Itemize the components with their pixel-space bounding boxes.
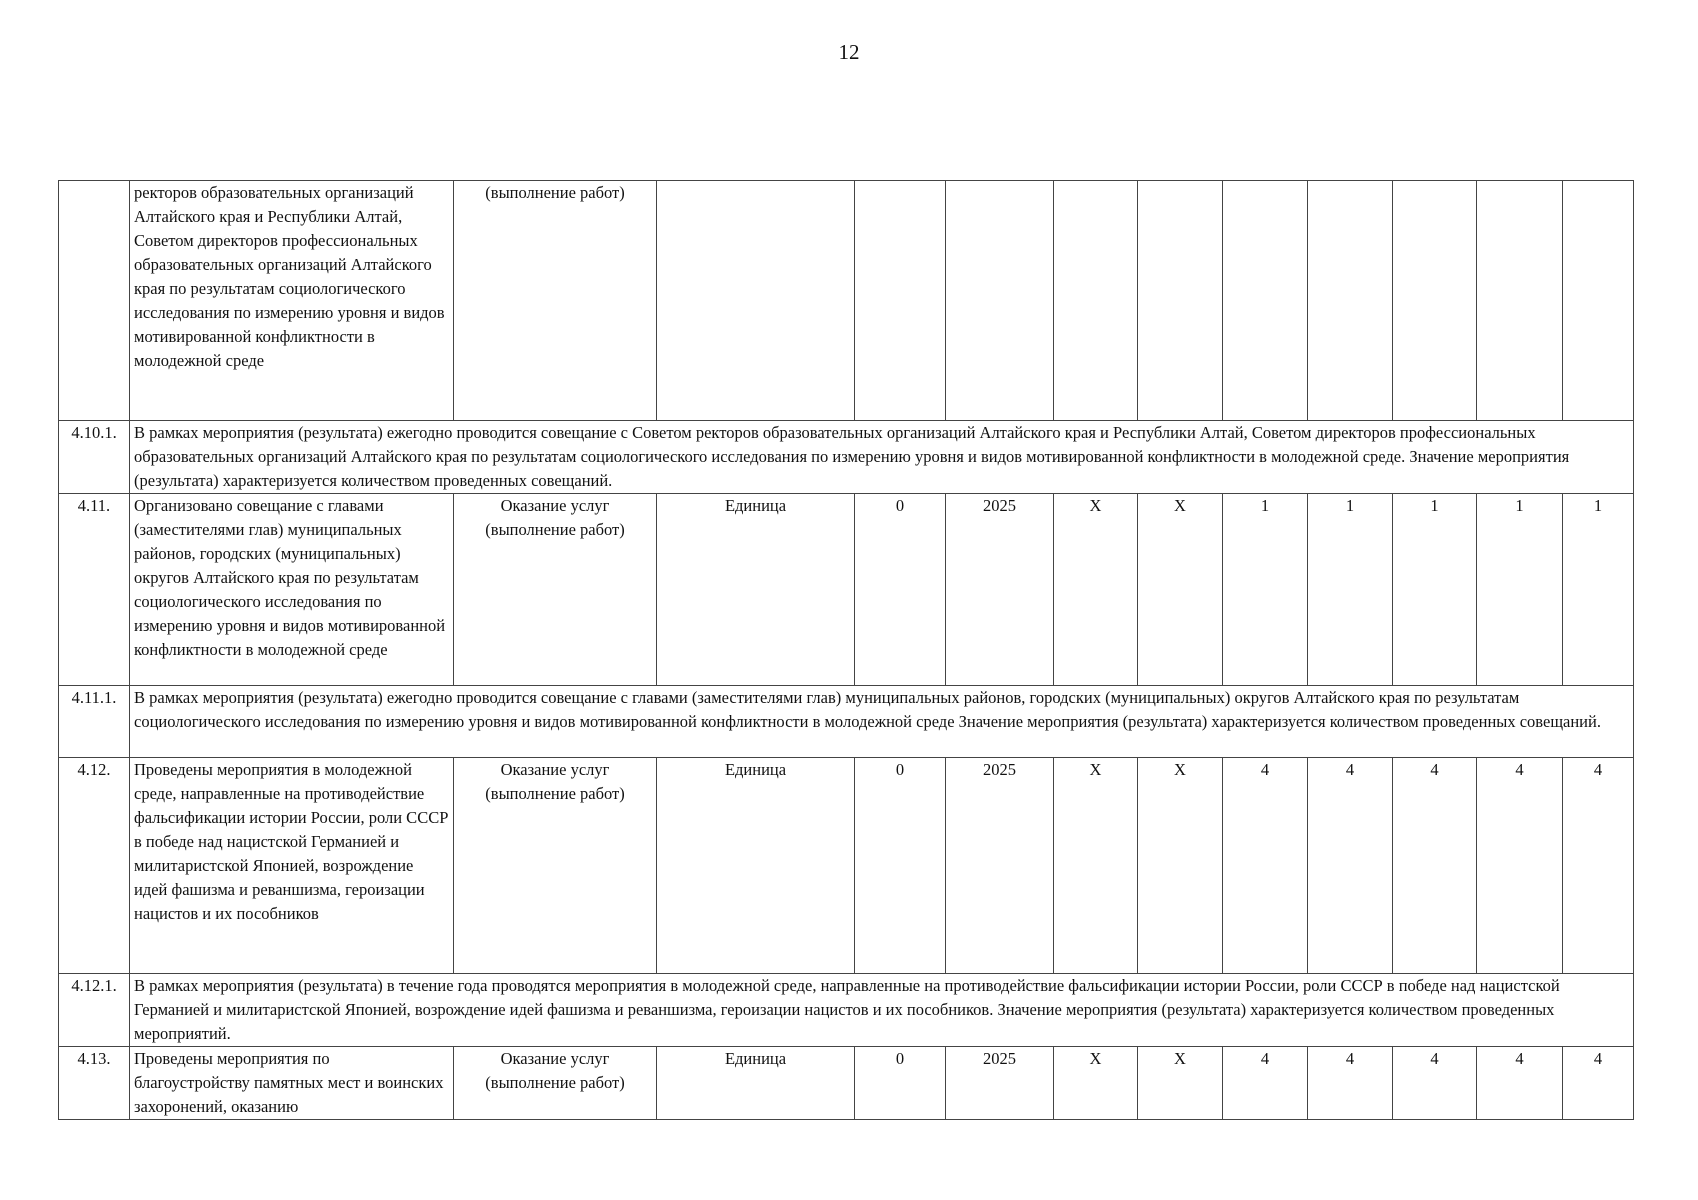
value-cell: X: [1138, 1047, 1223, 1120]
result-type: Оказание услуг (выполнение работ): [454, 758, 657, 974]
value-cell: [946, 181, 1054, 421]
value-cell: 4: [1563, 1047, 1634, 1120]
row-number: 4.12.1.: [59, 974, 130, 1047]
table-row: [59, 494, 1634, 686]
result-name: Проведены мероприятия по благоустройству памятных мест и воинских захоронений, оказанию: [130, 1047, 454, 1120]
page-number: 12: [838, 40, 860, 64]
value-cell: [1477, 181, 1563, 421]
value-cell: [1393, 181, 1477, 421]
value-cell: 1: [1477, 494, 1563, 686]
value-cell: 4: [1223, 758, 1308, 974]
value-cell: 4: [1393, 758, 1477, 974]
value-cell: 1: [1223, 494, 1308, 686]
value-cell: 2025: [946, 758, 1054, 974]
result-name: ректоров образовательных организаций Алтайского края и Республики Алтай, Советом директоров профессиональных образовательных организаций Алтайского края по результатам социологического исследования по измерению уровня и видов мотивированной конфликтности в молодежной среде: [130, 181, 454, 421]
result-type: Оказание услуг (выполнение работ): [454, 1047, 657, 1120]
table-row: [59, 181, 1634, 421]
value-cell: 0: [855, 1047, 946, 1120]
row-number: 4.13.: [59, 1047, 130, 1120]
value-cell: 2025: [946, 494, 1054, 686]
value-cell: 4: [1223, 1047, 1308, 1120]
row-number: 4.10.1.: [59, 421, 130, 494]
value-cell: X: [1054, 758, 1138, 974]
table-row: [59, 758, 1634, 974]
value-cell: 4: [1563, 758, 1634, 974]
value-cell: X: [1054, 1047, 1138, 1120]
value-cell: [1054, 181, 1138, 421]
value-cell: 4: [1308, 1047, 1393, 1120]
description-row: [59, 421, 1634, 494]
value-cell: 1: [1563, 494, 1634, 686]
result-name: Организовано совещание с главами (заместителями глав) муниципальных районов, городских (муниципальных) округов Алтайского края по результатам социологического исследования по измерению уровня и видов мотивированной конфликтности в молодежной среде: [130, 494, 454, 686]
value-cell: X: [1138, 758, 1223, 974]
value-cell: [855, 181, 946, 421]
value-cell: 4: [1308, 758, 1393, 974]
table-body: [59, 181, 1634, 1120]
description-row: [59, 686, 1634, 758]
value-cell: 2025: [946, 1047, 1054, 1120]
unit-of-measure: Единица: [657, 494, 855, 686]
row-description: В рамках мероприятия (результата) ежегодно проводится совещание с Советом ректоров образовательных организаций Алтайского края и Республики Алтай, Советом директоров профессиональных образовательных организаций Алтайского края по результатам социологического исследования по измерению уровня и видов мотивированной конфликтности в молодежной среде. Значение мероприятия (результата) характеризуется количеством проведенных совещаний.: [130, 421, 1634, 494]
row-description: В рамках мероприятия (результата) в течение года проводятся мероприятия в молодежной среде, направленные на противодействие фальсификации истории России, роли СССР в победе над нацистской Германией и милитаристской Японией, возрождение идей фашизма и реваншизма, героизации нацистов и их пособников. Значение мероприятия (результата) характеризуется количеством проведенных мероприятий.: [130, 974, 1634, 1047]
table-row: [59, 1047, 1634, 1120]
value-cell: X: [1054, 494, 1138, 686]
result-type: (выполнение работ): [454, 181, 657, 421]
value-cell: 1: [1308, 494, 1393, 686]
unit-of-measure: Единица: [657, 1047, 855, 1120]
value-cell: X: [1138, 494, 1223, 686]
value-cell: 4: [1477, 1047, 1563, 1120]
value-cell: [1308, 181, 1393, 421]
result-name: Проведены мероприятия в молодежной среде, направленные на противодействие фальсификации истории России, роли СССР в победе над нацистской Германией и милитаристской Японией, возрождение идей фашизма и реваншизма, героизации нацистов и их пособников: [130, 758, 454, 974]
unit-of-measure: Единица: [657, 758, 855, 974]
value-cell: [1223, 181, 1308, 421]
description-row: [59, 974, 1634, 1047]
value-cell: [1138, 181, 1223, 421]
value-cell: 0: [855, 758, 946, 974]
row-number: 4.12.: [59, 758, 130, 974]
plan-table: [58, 180, 1634, 1120]
result-type: Оказание услуг (выполнение работ): [454, 494, 657, 686]
value-cell: 4: [1393, 1047, 1477, 1120]
row-number: [59, 181, 130, 421]
row-description: В рамках мероприятия (результата) ежегодно проводится совещание с главами (заместителями глав) муниципальных районов, городских (муниципальных) округов Алтайского края по результатам социологического исследования по измерению уровня и видов мотивированной конфликтности в молодежной среде Значение мероприятия (результата) характеризуется количеством проведенных совещаний.: [130, 686, 1634, 758]
row-number: 4.11.1.: [59, 686, 130, 758]
row-number: 4.11.: [59, 494, 130, 686]
value-cell: 0: [855, 494, 946, 686]
value-cell: 1: [1393, 494, 1477, 686]
value-cell: 4: [1477, 758, 1563, 974]
value-cell: [1563, 181, 1634, 421]
unit-of-measure: [657, 181, 855, 421]
